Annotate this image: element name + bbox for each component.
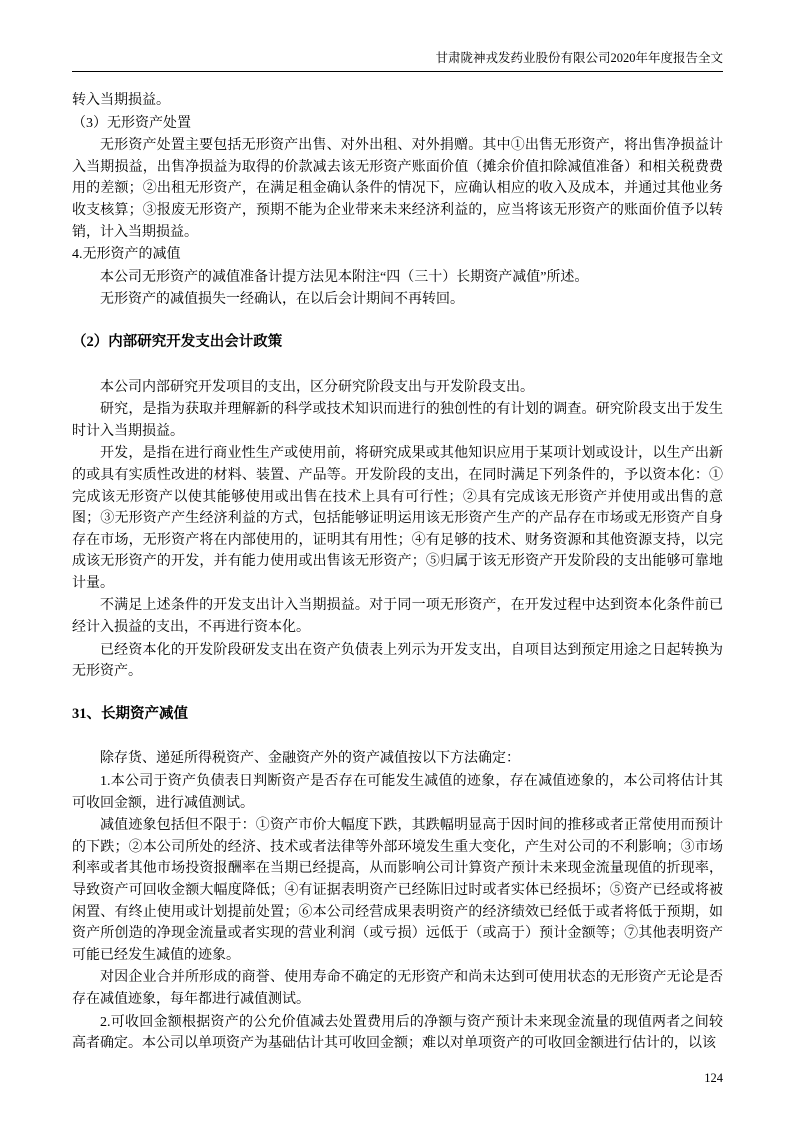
header-divider [72, 71, 723, 72]
paragraph: 无形资产的减值损失一经确认，在以后会计期间不再转回。 [100, 292, 464, 308]
document-header [72, 50, 723, 72]
section-heading-rd-policy: （2）内部研究开发支出会计政策 [72, 333, 283, 350]
paragraph: 不满足上述条件的开发支出计入当期损益。对于同一项无形资产，在开发过程中达到资本化条件前已经计入损益的支出，不再进行资本化。 [72, 598, 723, 636]
section-heading-long-term-impairment: 31、长期资产减值 [72, 705, 188, 722]
paragraph: 减值迹象包括但不限于：①资产市价大幅度下跌，其跌幅明显高于因时间的推移或者正常使用而预计的下跌；②本公司所处的经济、技术或者法律等外部环境发生重大变化，产生对公司的不利影响；③市场利率或者其他市场投资报酬率在当期已经提高，从而影响公司计算资产预计未来现金流量现值的折现率，导致资产可回收金额大幅度降低；④有证据表明资产已经陈旧过时或者实体已经损坏；⑤资产已经或将被闲置、有终止使用或计划提前处置；⑥本公司经营成果表明资产的经济绩效已经低于或者将低于预期，如资产所创造的净现金流量或者实现的营业利润（或亏损）远低于（或高于）预计金额等；⑦其他表明资产可能已经发生减值的迹象。 [72, 818, 723, 963]
paragraph: 除存货、递延所得税资产、金融资产外的资产减值按以下方法确定： [100, 751, 520, 767]
paragraph: 1.本公司于资产负债表日判断资产是否存在可能发生减值的迹象，存在减值迹象的，本公司将估计其可收回金额，进行减值测试。 [72, 774, 723, 811]
paragraph: 研究，是指为获取并理解新的科学或技术知识而进行的独创性的有计划的调查。研究阶段支出于发生时计入当期损益。 [72, 402, 723, 439]
report-header-title: 甘肃陇神戎发药业股份有限公司2020年年度报告全文 [435, 51, 723, 65]
paragraph: 开发，是指在进行商业性生产或使用前，将研究成果或其他知识应用于某项计划或设计，以生产出新的或具有实质性改进的材料、装置、产品等。开发阶段的支出，在同时满足下列条件的，予以资本化：①完成该无形资产以使其能够使用或出售在技术上具有可行性；②具有完成该无形资产并使用或出售的意图；③无形资产产生经济利益的方式，包括能够证明运用该无形资产生产的产品存在市场或无形资产自身存在市场，无形资产将在内部使用的，证明其有用性；④有足够的技术、财务资源和其他资源支持，以完成该无形资产的开发，并有能力使用或出售该无形资产；⑤归属于该无形资产开发阶段的支出能够可靠地计量。 [72, 446, 723, 591]
paragraph: 对因企业合并所形成的商誉、使用寿命不确定的无形资产和尚未达到可使用状态的无形资产无论是否存在减值迹象，每年都进行减值测试。 [72, 970, 723, 1007]
paragraph-continuation: 转入当期损益。 [72, 93, 170, 108]
subheading-intangible-impairment: 4.无形资产的减值 [72, 247, 181, 263]
document-body [72, 90, 723, 1056]
paragraph: 本公司无形资产的减值准备计提方法见本附注“四（三十）长期资产减值”所述。 [100, 269, 589, 285]
paragraph: 无形资产处置主要包括无形资产出售、对外出租、对外捐赠。其中①出售无形资产，将出售净损益计入当期损益，出售净损益为取得的价款减去该无形资产账面价值（摊余价值扣除减值准备）和相关税费费用的差额；②出租无形资产，在满足租金确认条件的情况下，应确认相应的收入及成本，并通过其他业务收支核算；③报废无形资产，预期不能为企业带来未来经济利益的，应当将该无形资产的账面价值予以转销，计入当期损益。 [72, 138, 723, 240]
page-number: 124 [704, 1071, 723, 1085]
paragraph: 已经资本化的开发阶段研发支出在资产负债表上列示为开发支出，自项目达到预定用途之日起转换为无形资产。 [72, 642, 723, 680]
paragraph: 本公司内部研究开发项目的支出，区分研究阶段支出与开发阶段支出。 [100, 379, 534, 395]
paragraph: 2.可收回金额根据资产的公允价值减去处置费用后的净额与资产预计未来现金流量的现值两者之间较高者确定。本公司以单项资产为基础估计其可收回金额；难以对单项资产的可收回金额进行估计的，以该 [72, 1014, 723, 1052]
subheading-intangible-disposal: （3）无形资产处置 [72, 115, 191, 131]
